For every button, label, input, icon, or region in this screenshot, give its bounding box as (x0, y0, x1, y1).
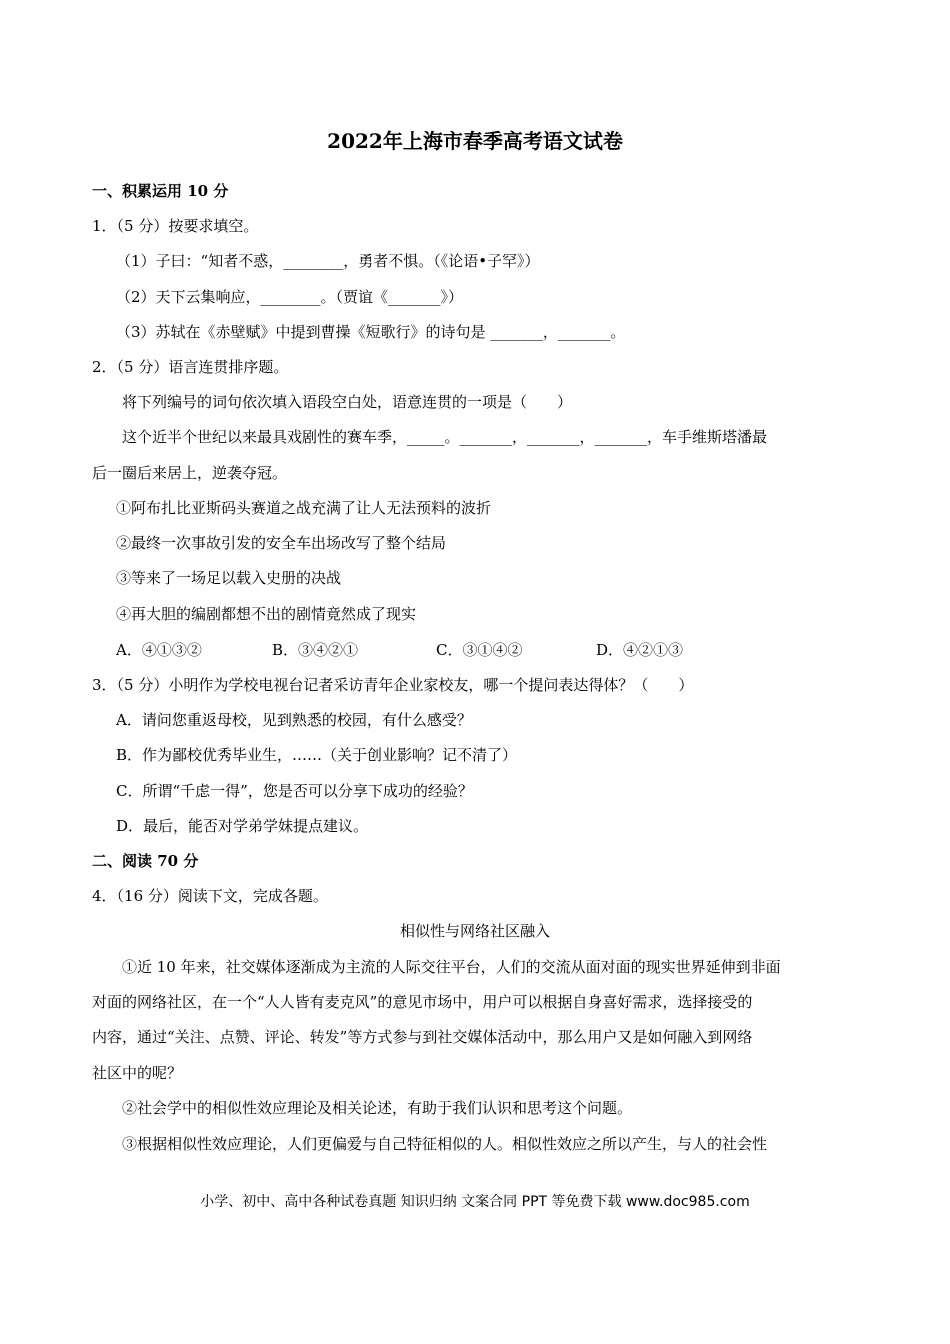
question-2-options (116, 640, 683, 660)
article-paragraph-2: ②社会学中的相似性效应理论及相关论述，有助于我们认识和思考这个问题。 (122, 1099, 633, 1117)
question-4-stem: 4．（16 分）阅读下文，完成各题。 (92, 887, 328, 905)
question-2-option-b: B．③④②① (272, 641, 359, 659)
question-3-option-d: D．最后，能否对学弟学妹提点建议。 (116, 817, 369, 835)
page-footer: 小学、初中、高中各种试卷真题 知识归纳 文案合同 PPT 等免费下载 www.doc985.com (200, 1194, 750, 1210)
question-1-sub-3: （3）苏轼在《赤壁赋》中提到曹操《短歌行》的诗句是 _______，_______。 (116, 323, 626, 341)
question-3-stem: 3．（5 分）小明作为学校电视台记者采访青年企业家校友，哪一个提问表达得体？（ ） (92, 676, 694, 694)
section-heading-2: 二、阅读 70 分 (92, 852, 199, 870)
question-2-item-2: ②最终一次事故引发的安全车出场改写了整个结局 (116, 534, 447, 552)
question-3-option-c: C．所谓“千虑一得”，您是否可以分享下成功的经验？ (116, 782, 473, 800)
article-paragraph-1-line-4: 社区中的呢？ (92, 1064, 183, 1082)
article-title: 相似性与网络社区融入 (399, 922, 550, 940)
article-paragraph-3-line-1: ③根据相似性效应理论，人们更偏爱与自己特征相似的人。相似性效应之所以产生，与人的社会性 (122, 1135, 768, 1153)
question-2-passage-line-1: 这个近半个世纪以来最具戏剧性的赛车季，_____。_______，_______，_______，车手维斯塔潘最 (122, 428, 768, 446)
question-3-option-b: B．作为鄙校优秀毕业生，……（关于创业影响？记不清了） (116, 746, 518, 764)
question-1-stem: 1．（5 分）按要求填空。 (92, 217, 259, 235)
question-2-option-c: C．③①④② (436, 641, 523, 659)
article-paragraph-1-line-2: 对面的网络社区，在一个“人人皆有麦克风”的意见市场中，用户可以根据自身喜好需求，选择接受的 (92, 993, 753, 1011)
question-2-passage-line-2: 后一圈后来居上，逆袭夺冠。 (92, 464, 288, 482)
question-2-item-3: ③等来了一场足以载入史册的决战 (116, 569, 342, 587)
question-3-option-a: A．请问您重返母校，见到熟悉的校园，有什么感受？ (116, 711, 472, 729)
question-2-stem: 2．（5 分）语言连贯排序题。 (92, 358, 289, 376)
question-2-item-1: ①阿布扎比亚斯码头赛道之战充满了让人无法预料的波折 (116, 499, 492, 517)
question-2-item-4: ④再大胆的编剧都想不出的剧情竟然成了现实 (116, 605, 417, 623)
article-paragraph-1-line-3: 内容，通过“关注、点赞、评论、转发”等方式参与到社交媒体活动中，那么用户又是如何融入到网络 (92, 1028, 753, 1046)
question-2-instruction: 将下列编号的词句依次填入语段空白处，语意连贯的一项是（ ） (122, 393, 573, 411)
page-title: 2022年上海市春季高考语文试卷 (327, 129, 623, 153)
section-heading-1: 一、积累运用 10 分 (92, 182, 229, 200)
question-2-option-a: A．④①③② (116, 641, 202, 659)
article-paragraph-1-line-1: ①近 10 年来，社交媒体逐渐成为主流的人际交往平台，人们的交流从面对面的现实世界延伸到非面 (122, 958, 781, 976)
question-1-sub-2: （2）天下云集响应，________。（贾谊《_______》） (116, 288, 464, 306)
question-1-sub-1: （1）子曰：“知者不惑，________，勇者不惧。（《论语•子罕》） (116, 252, 540, 270)
question-2-option-d: D．④②①③ (596, 641, 684, 659)
